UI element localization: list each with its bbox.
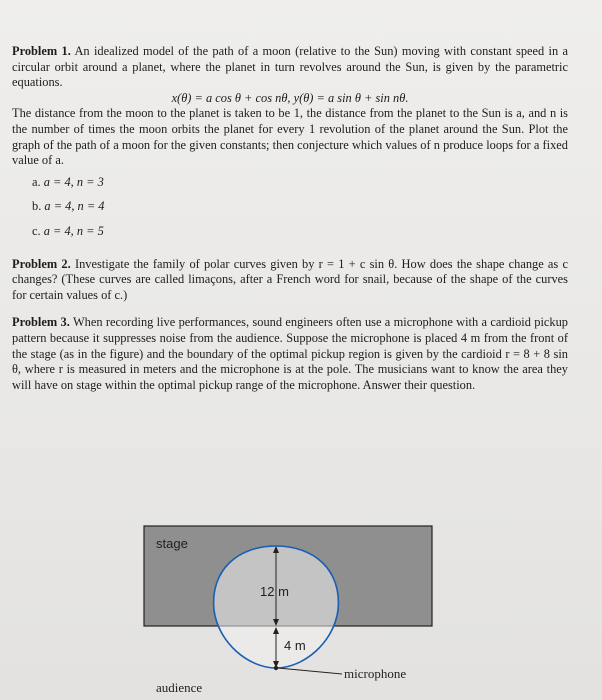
problem1-equation: x(θ) = a cos θ + cos nθ, y(θ) = a sin θ + sin nθ. [171, 90, 409, 105]
label-4m: 4 m [284, 638, 306, 653]
problem2-body: Investigate the family of polar curves given by r = 1 + c sin θ. How does the shape change as c changes? (These curves are called limaçons, after a French word for snail, because of the shape of the curves for certain values of c.) [12, 256, 568, 302]
problem3-heading: Problem 3. [12, 315, 70, 330]
problem1-body: The distance from the moon to the planet is taken to be 1, the distance from the planet to the Sun is a, and n is the number of times the moon orbits the planet for every 1 revolution of the planet around the Sun. Plot the graph of the path of a moon for the given constants; then conjecture which values of n produce loops for a fixed value of a. [12, 106, 568, 168]
problem1-intro: An idealized model of the path of a moon (relative to the Sun) moving with constant speed in a circular orbit around a planet, where the planet in turn revolves around the Sun, is given by the parametric equations. [12, 44, 569, 90]
option-a [32, 175, 568, 191]
option-label: a. [32, 174, 41, 189]
audience-label: audience [156, 680, 203, 695]
microphone-icon [274, 666, 278, 670]
microphone-pointer [278, 668, 342, 674]
microphone-label: microphone [344, 666, 407, 681]
problem1-options [32, 175, 568, 240]
option-label: b. [32, 199, 42, 214]
option-value: a = 4, n = 5 [43, 223, 104, 238]
problem2-heading: Problem 2. [12, 256, 71, 271]
problem-text [12, 44, 568, 393]
problem1-heading: Problem 1. [12, 44, 71, 58]
problem2-paragraph [12, 257, 568, 304]
label-12m: 12 m [260, 584, 289, 599]
cardioid-figure [120, 522, 440, 700]
option-c [32, 224, 568, 240]
problem3-paragraph [12, 315, 568, 393]
problem1-paragraph [12, 44, 568, 91]
option-value: a = 4, n = 3 [43, 174, 104, 189]
problem3-body: When recording live performances, sound engineers often use a microphone with a cardioid pickup pattern because it suppresses noise from the audience. Suppose the microphone is placed 4 m from the front of the stage (as in the figure) and the boundary of the optimal pickup region is given by the cardioid r = 8 + 8 sin θ, where r is measured in meters and the microphone is at the pole. The musicians want to know the area they will have on stage within the optimal pickup range of the microphone. Answer their question. [12, 315, 568, 392]
option-value: a = 4, n = 4 [44, 199, 105, 214]
stage-label: stage [156, 536, 188, 551]
option-label: c. [32, 223, 41, 238]
option-b [32, 199, 568, 215]
